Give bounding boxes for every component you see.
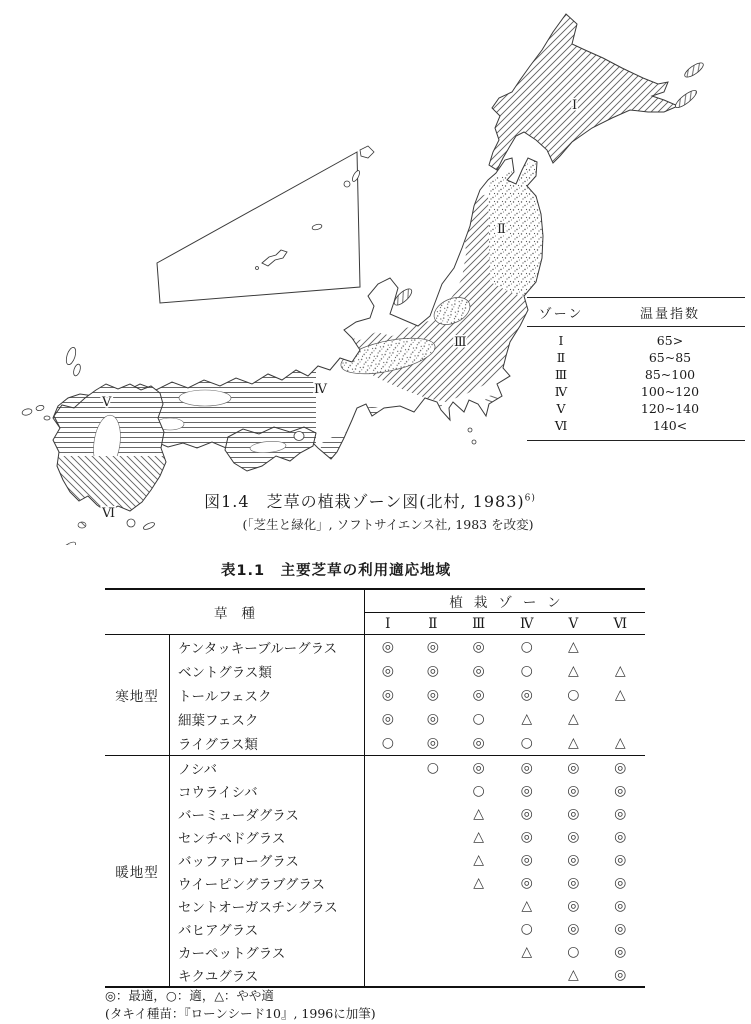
mark-cell	[411, 963, 455, 987]
mark-cell: ◎	[596, 756, 645, 780]
table-row	[105, 848, 645, 871]
map-label-zone-i: Ⅰ	[572, 98, 578, 113]
zone-index-legend	[527, 297, 745, 441]
goto-island-3	[44, 416, 50, 420]
mark-cell: △	[614, 687, 626, 703]
zone-header: Ⅵ	[596, 613, 645, 635]
mark-cell: ◎	[502, 756, 551, 780]
mark-cell: △	[473, 828, 484, 845]
mark-cell: ◎	[381, 663, 394, 679]
mark-cell	[455, 917, 502, 940]
species-name: バヒアグラス	[170, 917, 365, 940]
mark-cell: ◎	[520, 805, 533, 822]
legend-header-index: 温量指数	[595, 298, 745, 327]
mark-cell	[411, 871, 455, 894]
mark-cell: △	[568, 966, 579, 983]
mark-cell: ◎	[614, 874, 627, 891]
mark-cell: ◎	[426, 735, 439, 751]
zone-header: Ⅴ	[551, 613, 595, 635]
legend-range: 65~85	[648, 350, 692, 365]
inset-island-3	[312, 223, 323, 230]
tohoku-zone-ii	[486, 158, 546, 304]
mark-cell: △	[568, 663, 579, 679]
mark-cell: ○	[411, 756, 455, 780]
mark-cell: ○	[520, 663, 533, 679]
table-row	[105, 683, 645, 707]
legend-zone: Ⅲ	[554, 367, 568, 382]
inset-island-4	[256, 267, 259, 270]
izu-island-2	[472, 440, 476, 444]
table-footnotes	[105, 987, 376, 1023]
species-name: センチペドグラス	[170, 825, 365, 848]
mark-cell	[411, 848, 455, 871]
legend-header-zone: ゾーン	[527, 298, 595, 327]
mark-cell	[365, 802, 411, 825]
footnote-symbol-key: ◎：最適，○：適，△：やや適	[105, 988, 274, 1003]
table-row	[105, 871, 645, 894]
table-row	[105, 917, 645, 940]
inset-island-1	[351, 170, 361, 183]
legend-zone: Ⅱ	[556, 350, 566, 365]
species-name: ライグラス類	[170, 731, 365, 756]
mark-cell: ◎	[520, 828, 533, 845]
mark-cell: △	[568, 639, 579, 655]
table-row	[105, 825, 645, 848]
mark-cell: ◎	[472, 687, 485, 703]
legend-row	[527, 327, 745, 350]
etorofu-island	[683, 60, 706, 79]
species-name: バッファローグラス	[170, 848, 365, 871]
tsushima-island-south	[72, 363, 81, 376]
legend-row	[527, 417, 745, 441]
legend-row	[527, 400, 745, 417]
mark-cell: ◎	[520, 851, 533, 868]
species-name: セントオーガスチングラス	[170, 894, 365, 917]
mark-cell	[365, 825, 411, 848]
legend-range: 100~120	[640, 384, 700, 399]
map-label-zone-iii: Ⅲ	[454, 335, 467, 350]
legend-zone: Ⅳ	[554, 384, 568, 399]
mark-cell: ◎	[614, 782, 627, 799]
mark-cell	[596, 635, 645, 660]
turf-adaptation-table	[105, 588, 645, 988]
mark-cell: △	[521, 711, 533, 727]
species-name: カーペットグラス	[170, 940, 365, 963]
map-label-zone-ii: Ⅱ	[497, 222, 506, 237]
mark-cell: ◎	[472, 663, 485, 679]
mark-cell: ◎	[567, 897, 580, 914]
mark-cell: ○	[567, 687, 580, 703]
species-name: コウライシバ	[170, 779, 365, 802]
species-name: ウイーピングラブグラス	[170, 871, 365, 894]
table-row	[105, 894, 645, 917]
mark-cell: ◎	[567, 828, 580, 845]
table-row	[105, 731, 645, 756]
mark-cell: ○	[381, 735, 394, 751]
species-name: ノシバ	[170, 756, 365, 780]
legend-row	[527, 366, 745, 383]
mark-cell: △	[568, 711, 579, 727]
legend-row	[527, 349, 745, 366]
table-row	[105, 635, 645, 660]
mark-cell: △	[568, 735, 579, 751]
mark-cell	[365, 940, 411, 963]
legend-row	[527, 383, 745, 400]
mark-cell: ◎	[455, 756, 502, 780]
mark-cell: ◎	[614, 943, 627, 960]
mark-cell	[455, 940, 502, 963]
figure-caption	[0, 489, 740, 533]
map-label-zone-iv: Ⅳ	[314, 382, 327, 397]
mark-cell	[411, 894, 455, 917]
mark-cell: ◎	[426, 663, 439, 679]
mark-cell: △	[521, 943, 533, 960]
mark-cell	[455, 894, 502, 917]
inset-corner-island	[360, 146, 374, 158]
mark-cell: △	[614, 735, 626, 751]
table-row	[105, 802, 645, 825]
table-row	[105, 779, 645, 802]
header-zone-group: 植栽ゾーン	[365, 589, 646, 613]
figure-number: 図1.4	[204, 492, 250, 511]
group-label-cold: 寒地型	[105, 635, 170, 756]
mark-cell: ◎	[381, 687, 394, 703]
mark-cell	[411, 917, 455, 940]
mark-cell: ◎	[614, 920, 627, 937]
mark-cell	[411, 940, 455, 963]
mark-cell: ◎	[472, 639, 485, 655]
mark-cell: ○	[472, 711, 485, 727]
mark-cell	[365, 756, 411, 780]
table-title: 表1.1 主要芝草の利用適応地域	[220, 563, 452, 579]
mark-cell	[365, 894, 411, 917]
mark-cell: ◎	[614, 897, 627, 914]
mark-cell: △	[521, 897, 533, 914]
mark-cell	[365, 963, 411, 987]
mark-cell	[411, 779, 455, 802]
mark-cell: ◎	[472, 735, 485, 751]
species-name: 細葉フェスク	[170, 707, 365, 731]
legend-zone: Ⅵ	[554, 418, 568, 433]
goto-island-1	[21, 408, 32, 416]
mark-cell: ◎	[381, 639, 394, 655]
legend-zone: Ⅰ	[558, 333, 564, 348]
mark-cell: ◎	[567, 920, 580, 937]
table-row	[105, 707, 645, 731]
mark-cell: ◎	[567, 805, 580, 822]
mark-cell: ○	[520, 920, 533, 937]
inset-okinawa-island	[262, 250, 287, 266]
species-name: トールフェスク	[170, 683, 365, 707]
map-label-zone-vi: Ⅵ	[102, 506, 116, 521]
chugoku-inland-zone-iii-patch	[174, 354, 255, 380]
table-row	[105, 940, 645, 963]
mark-cell: ◎	[381, 711, 394, 727]
mark-cell: ○	[520, 735, 533, 751]
mark-cell: ◎	[614, 851, 627, 868]
legend-range: 65>	[656, 333, 684, 348]
legend-range: 85~100	[644, 367, 696, 382]
mark-cell: △	[473, 805, 484, 822]
mark-cell: △	[473, 874, 484, 891]
mark-cell	[455, 963, 502, 987]
species-name: ベントグラス類	[170, 659, 365, 683]
mark-cell: ◎	[614, 828, 627, 845]
mark-cell: ◎	[614, 966, 627, 983]
mark-cell	[365, 779, 411, 802]
awaji-island	[294, 432, 304, 441]
species-name: ケンタッキーブルーグラス	[170, 635, 365, 660]
mark-cell	[365, 871, 411, 894]
zone-header: Ⅰ	[365, 613, 411, 635]
figure-title: 芝草の植栽ゾーン図(北村, 1983)	[266, 492, 525, 511]
tokai-zone-v-patch-2	[363, 407, 381, 415]
mark-cell	[411, 825, 455, 848]
zone-header: Ⅳ	[502, 613, 551, 635]
mark-cell	[365, 917, 411, 940]
table-row	[105, 963, 645, 987]
inset-island-2	[344, 181, 350, 187]
goto-island-2	[35, 405, 44, 412]
mark-cell	[502, 963, 551, 987]
mark-cell: ○	[520, 639, 533, 655]
hokkaido-zone-i	[489, 14, 678, 170]
mark-cell: ◎	[426, 687, 439, 703]
species-name: キクユグラス	[170, 963, 365, 987]
mark-cell: ◎	[426, 711, 439, 727]
legend-range: 140<	[652, 418, 688, 433]
mark-cell: ◎	[426, 639, 439, 655]
mark-cell: ○	[472, 782, 485, 799]
kunashiri-island	[673, 88, 698, 110]
mark-cell: ◎	[567, 874, 580, 891]
mark-cell: △	[473, 851, 484, 868]
species-name: バーミューダグラス	[170, 802, 365, 825]
mark-cell: ◎	[567, 782, 580, 799]
zone-header: Ⅱ	[411, 613, 455, 635]
amami-island-2	[59, 540, 78, 545]
mark-cell: ◎	[551, 756, 595, 780]
mark-cell: △	[614, 663, 626, 679]
mark-cell: ◎	[520, 687, 533, 703]
figure-reference-mark: 6)	[524, 493, 536, 504]
mark-cell: ◎	[520, 874, 533, 891]
mark-cell	[411, 802, 455, 825]
mark-cell	[596, 707, 645, 731]
header-species: 草種	[105, 589, 365, 635]
legend-range: 120~140	[640, 401, 700, 416]
izu-island-1	[468, 428, 472, 432]
footnote-source: (タキイ種苗：『ローンシード10』, 1996に加筆)	[105, 1006, 376, 1021]
tsushima-island	[64, 346, 77, 366]
mark-cell: ◎	[614, 805, 627, 822]
table-row	[105, 659, 645, 683]
mark-cell: ○	[567, 943, 580, 960]
mark-cell: ◎	[567, 851, 580, 868]
zone-header: Ⅲ	[455, 613, 502, 635]
chugoku-white-patch-1	[179, 390, 231, 406]
table-row	[105, 756, 645, 780]
mark-cell: ◎	[520, 782, 533, 799]
legend-zone: Ⅴ	[556, 401, 566, 416]
map-label-zone-v: Ⅴ	[102, 395, 112, 410]
figure-source: (「芝生と緑化」, ソフトサイエンス社, 1983 を改変)	[242, 517, 534, 532]
group-label-warm: 暖地型	[105, 756, 170, 988]
inset-box	[157, 152, 360, 303]
mark-cell	[365, 848, 411, 871]
